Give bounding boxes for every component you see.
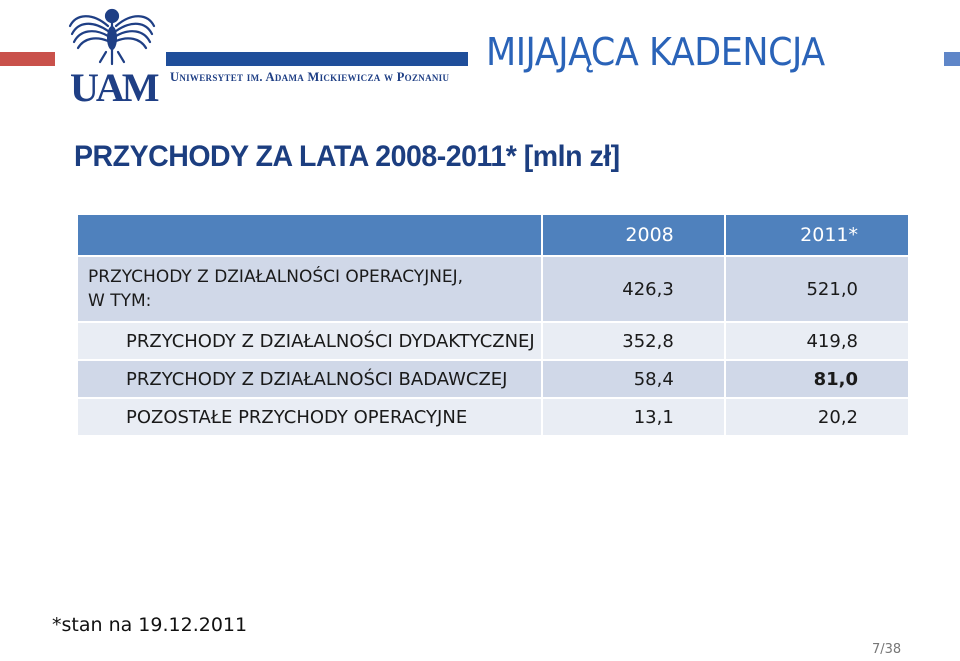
logo-text: UAM xyxy=(70,65,157,110)
column-header-2008: 2008 xyxy=(543,215,726,257)
row-label xyxy=(78,257,543,323)
table-header-row xyxy=(78,215,910,257)
row-label: PRZYCHODY Z DZIAŁALNOŚCI DYDAKTYCZNEJ xyxy=(78,323,543,361)
column-header-2011: 2011* xyxy=(726,215,910,257)
value-2008: 58,4 xyxy=(543,361,726,399)
value-2008: 13,1 xyxy=(543,399,726,437)
value-2011: 20,2 xyxy=(726,399,910,437)
slide-title: PRZYCHODY ZA LATA 2008-2011* [mln zł] xyxy=(74,140,620,173)
table-row xyxy=(78,399,910,437)
row-label-line1: PRZYCHODY Z DZIAŁALNOŚCI OPERACYJNEJ, xyxy=(88,267,464,287)
header-blue-bar xyxy=(166,52,468,66)
table-row xyxy=(78,257,910,323)
row-label-line2: W TYM: xyxy=(88,291,152,311)
row-label: POZOSTAŁE PRZYCHODY OPERACYJNE xyxy=(78,399,543,437)
header-blue-bar-right xyxy=(944,52,960,66)
value-2008: 352,8 xyxy=(543,323,726,361)
footnote: *stan na 19.12.2011 xyxy=(52,614,248,636)
table-row xyxy=(78,361,910,399)
page-number: 7/38 xyxy=(872,642,902,657)
column-header-label xyxy=(78,215,543,257)
revenue-table xyxy=(78,215,910,437)
value-2011: 81,0 xyxy=(726,361,910,399)
header-title: MIJAJĄCA KADENCJA xyxy=(486,30,825,74)
value-2011: 521,0 xyxy=(726,257,910,323)
value-2011: 419,8 xyxy=(726,323,910,361)
header-red-bar xyxy=(0,52,55,66)
table-row xyxy=(78,323,910,361)
value-2008: 426,3 xyxy=(543,257,726,323)
row-label: PRZYCHODY Z DZIAŁALNOŚCI BADAWCZEJ xyxy=(78,361,543,399)
university-name: Uniwersytet im. Adama Mickiewicza w Poznaniu xyxy=(170,70,450,84)
